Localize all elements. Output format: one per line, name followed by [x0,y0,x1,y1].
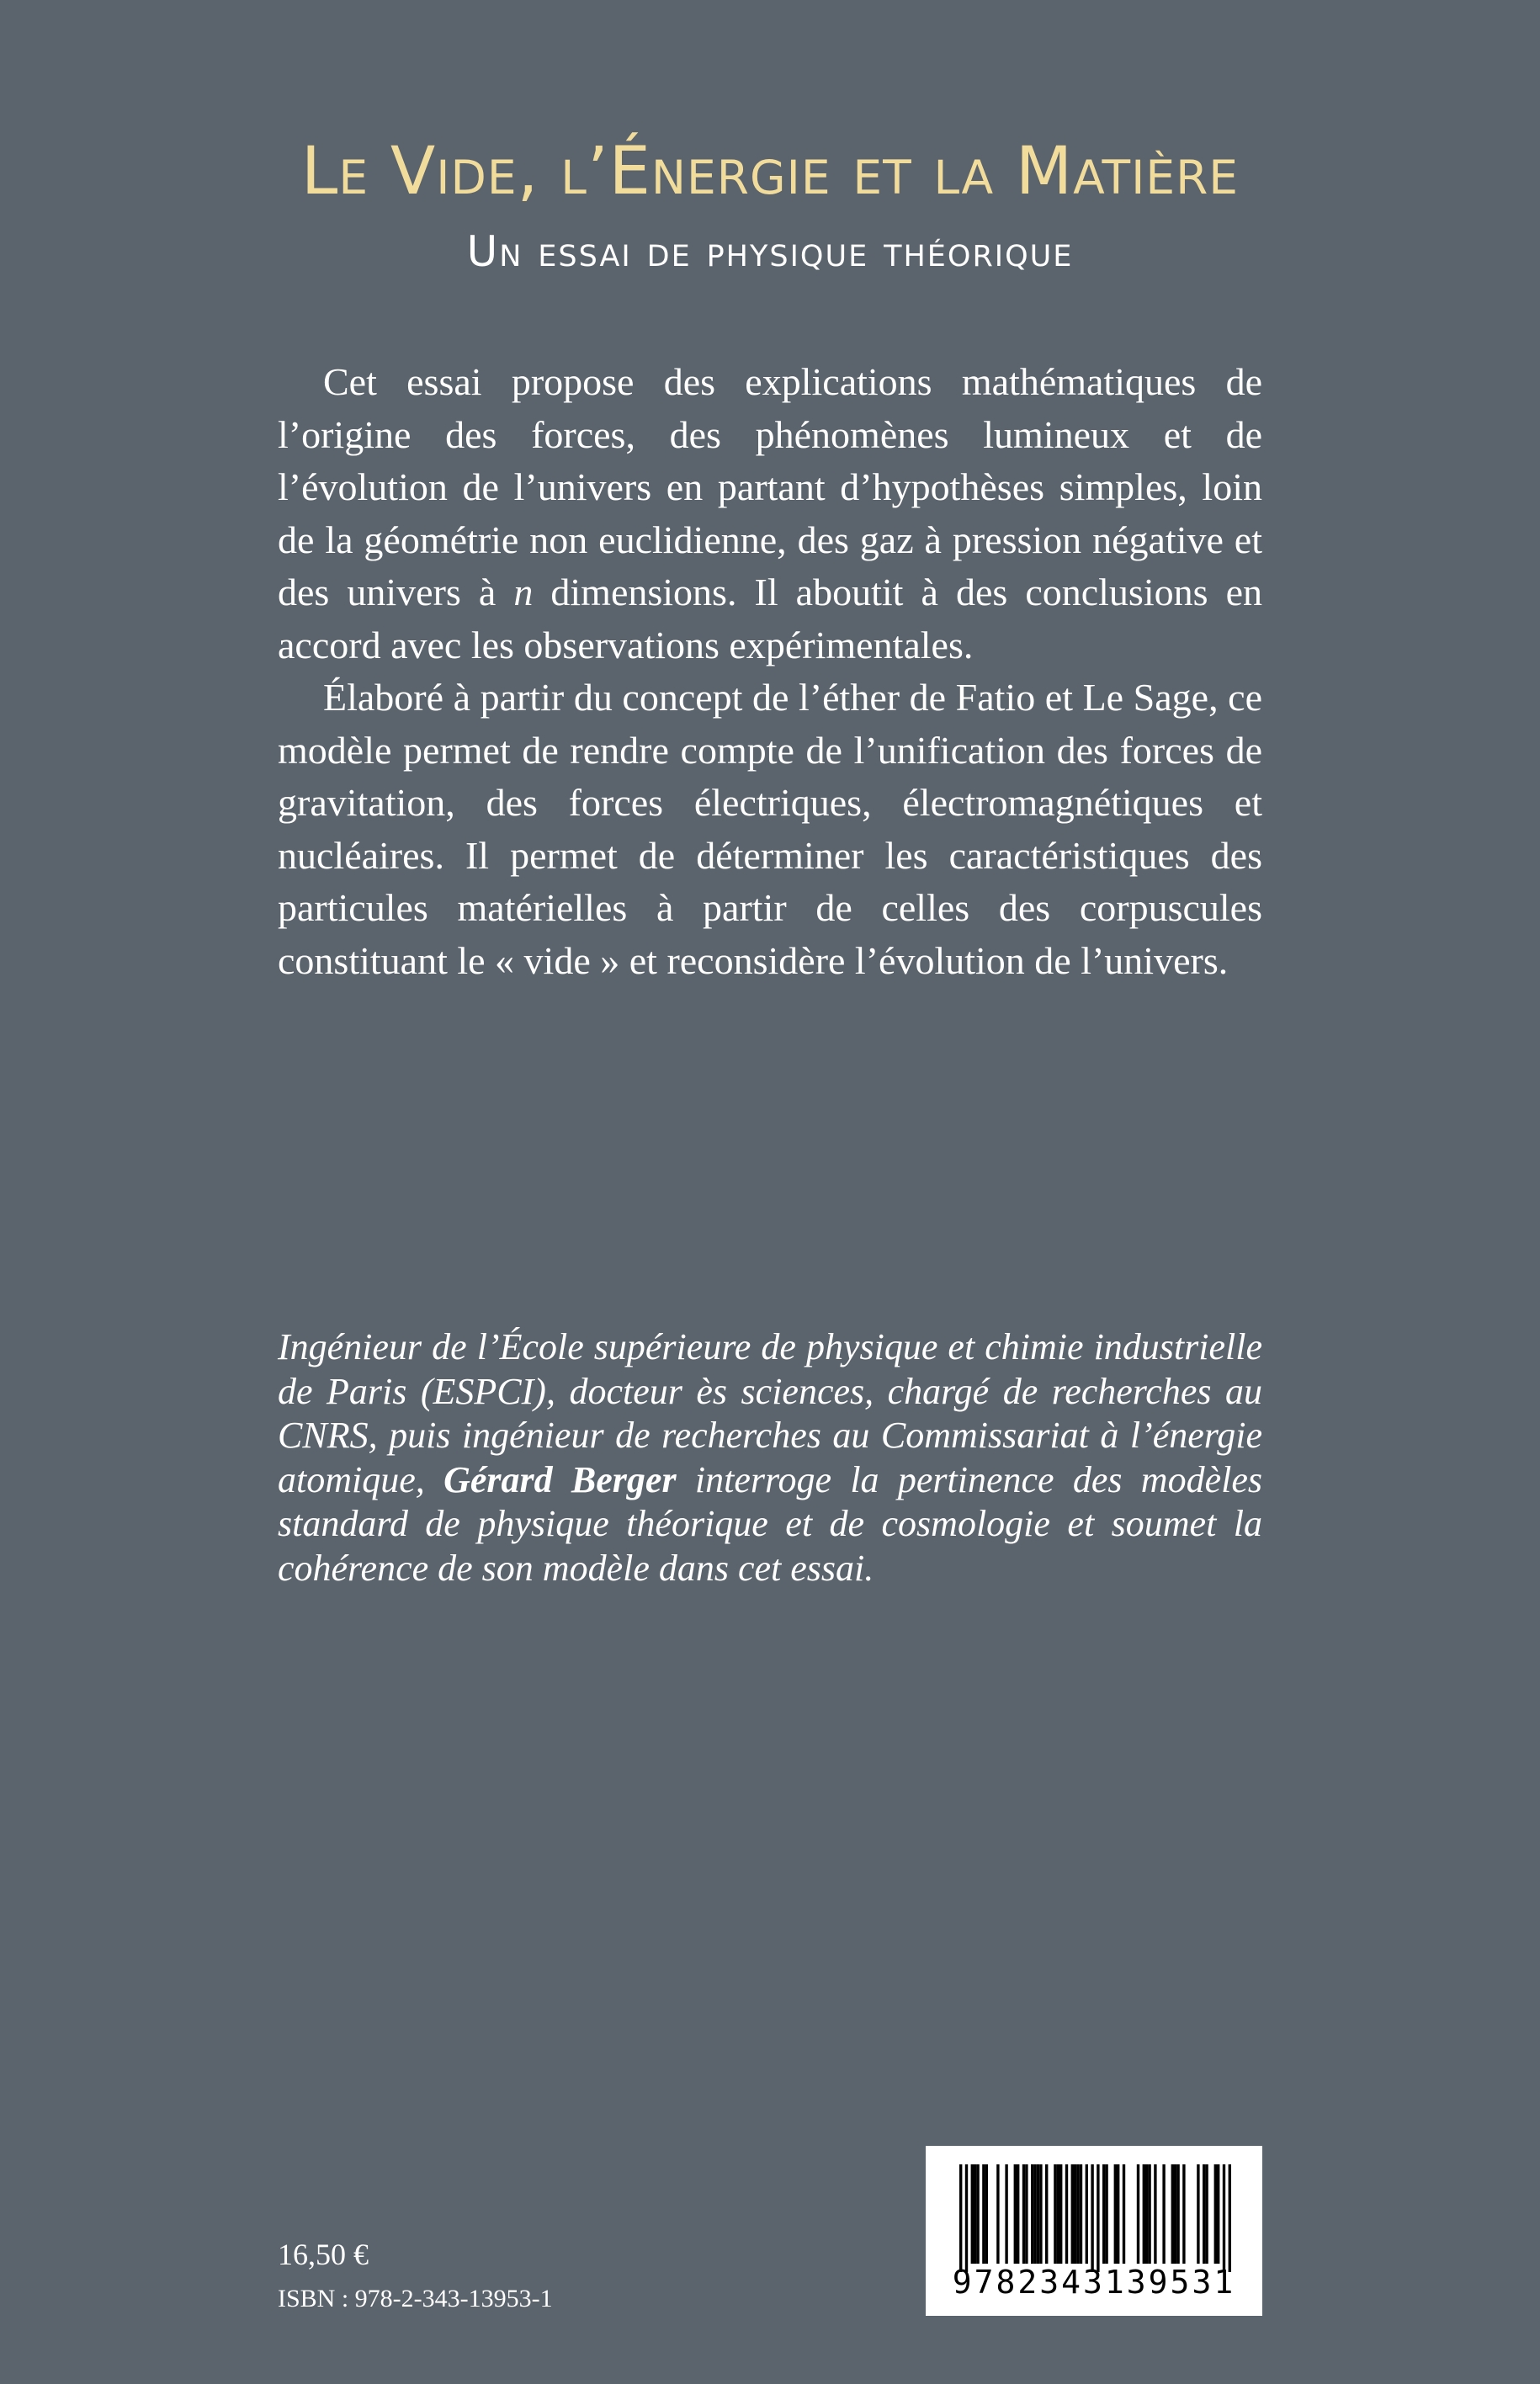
barcode-bar [1091,2164,1093,2272]
barcode-bar [974,2164,976,2264]
bio-end: interroge la pertinence des modèles standard de physique théorique et de cosmologie et soumet la cohérence de son modèle dans cet essai. [278,1458,1262,1589]
barcode-bar [1045,2164,1048,2264]
barcode-bar [1074,2164,1076,2264]
barcode-bar [1102,2164,1105,2264]
barcode-bar [1014,2164,1017,2264]
author-bio [278,1325,1262,1590]
barcode-bar [1054,2164,1056,2264]
barcode-bar [1097,2164,1099,2272]
barcode-bar [971,2164,974,2264]
barcode-bar [1017,2164,1019,2264]
author-bio-paragraph [278,1325,1262,1590]
isbn: ISBN : 978-2-343-13953-1 [278,2285,553,2312]
synopsis-paragraph-2: Élaboré à partir du concept de l’éther de Fatio et Le Sage, ce modèle permet de rendre compte de l’unification des forces de gravitation, des forces électriques, électromagnétiques et nucléaires. Il permet de déterminer les caractéristiques des particules matérielles à partir de celles des corpuscules constituant le « vide » et reconsidère l’évolution de l’univers. [278,676,1262,982]
barcode-bar [1143,2164,1145,2264]
synopsis [278,356,1262,987]
barcode-bar [1059,2164,1062,2264]
barcode-bar [1214,2164,1217,2264]
barcode-bar [1205,2164,1208,2264]
barcode-bar [1022,2164,1025,2264]
barcode-bar [1037,2164,1039,2264]
barcode-bar [959,2164,962,2272]
bio-start: Ingénieur de l’École supérieure de physique et chimie industrielle de Paris (ESPCI), docteur ès sciences, chargé de recherches au CNRS, puis ingénieur de recherches au Commissariat à l’énergie atomique, [278,1326,1262,1500]
barcode [926,2146,1262,2316]
barcode-bar [1080,2164,1082,2264]
barcode-bar [985,2164,988,2264]
barcode-bar [1117,2164,1119,2264]
barcode-bar [982,2164,985,2264]
barcode-bar [1076,2164,1079,2264]
book-title: Le Vide, l’Énergie et la Matière [300,134,1240,210]
barcode-bar [1148,2164,1150,2264]
barcode-bar [976,2164,979,2264]
barcode-bar [1171,2164,1174,2264]
synopsis-p1-n: n [513,571,534,613]
price: 16,50 € [278,2238,369,2271]
barcode-number: 9782343139531 [952,2264,1236,2301]
synopsis-paragraph-1 [278,356,1262,672]
barcode-bar [1057,2164,1059,2264]
barcode-bar [965,2164,968,2272]
barcode-bar [1123,2164,1125,2264]
barcode-bar [1154,2164,1156,2264]
barcode-bar [1105,2164,1107,2264]
barcode-bar [996,2164,999,2264]
synopsis-p1-end: dimensions. Il aboutit à des conclusions en accord avec les observations expérimentales. [278,571,1262,666]
barcode-bar [1197,2164,1199,2264]
barcode-bar [1162,2164,1165,2264]
author-name: Gérard Berger [443,1458,677,1500]
barcode-bar [1203,2164,1205,2264]
barcode-bar [1031,2164,1033,2264]
barcode-bar [1071,2164,1074,2264]
barcode-bar [1005,2164,1007,2264]
barcode-bar [1174,2164,1176,2264]
barcode-bar [1176,2164,1179,2264]
book-subtitle: Un essai de physique théorique [466,227,1074,276]
barcode-bar [1229,2164,1231,2272]
barcode-bar [1223,2164,1225,2272]
barcode-bar [1086,2164,1088,2264]
synopsis-p1-start: Cet essai propose des explications mathématiques de l’origine des forces, des phénomènes lumineux et de l’évolution de l’univers en partant d’hypothèses simples, loin de la géométrie non euclidienne, des gaz à pression négative et des univers à [278,360,1262,613]
barcode-bar [1114,2164,1117,2264]
barcode-bar [1182,2164,1185,2264]
barcode-bar [1039,2164,1042,2264]
barcode-bar [1025,2164,1028,2264]
barcode-bar [1137,2164,1139,2264]
barcode-bar [1145,2164,1148,2264]
barcode-bar [1033,2164,1036,2264]
barcode-bar [1217,2164,1219,2264]
barcode-bar [1065,2164,1068,2264]
